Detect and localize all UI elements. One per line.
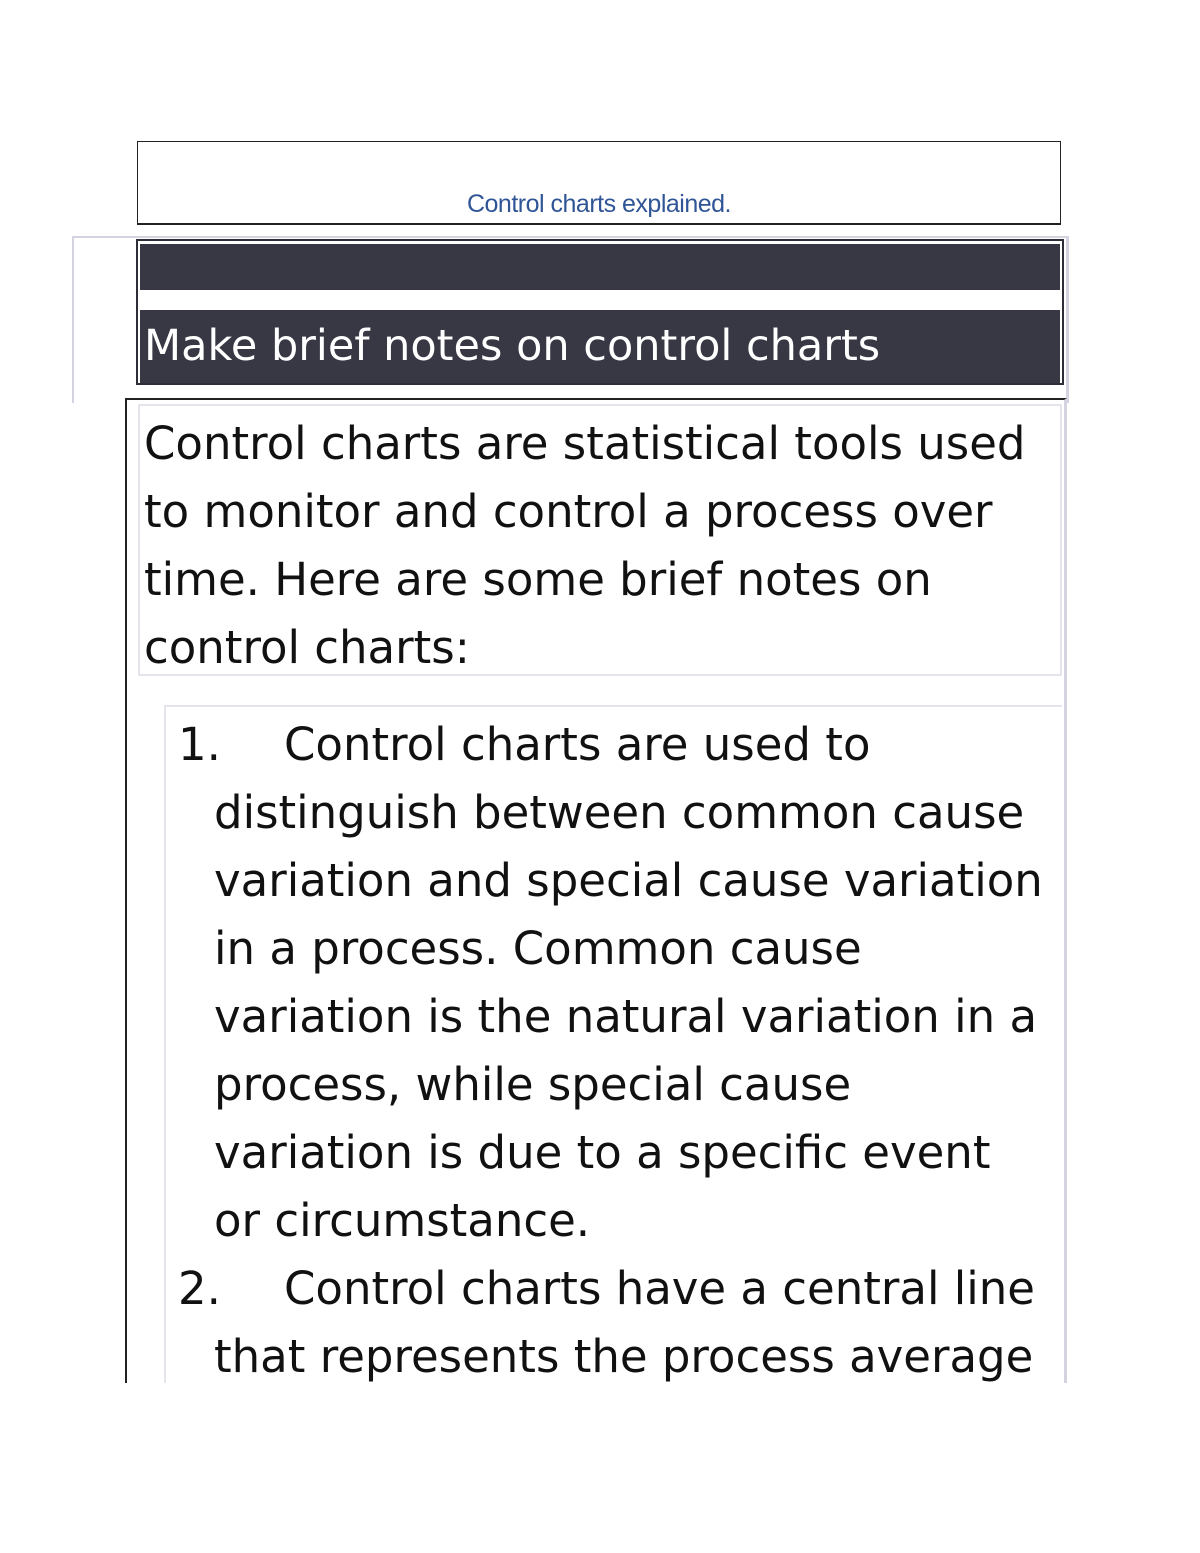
document-title: Control charts explained. — [466, 190, 732, 218]
list-item-text: Control charts are used to distinguish between common cause variation and special cause variation in a process. Common cause variation is the natural variation in a process, while special cause variation is due to a specific event or circumstance. — [214, 718, 1043, 1247]
prompt-section — [136, 239, 1064, 385]
list-item — [166, 711, 1046, 1255]
prompt-header-bar — [140, 244, 1060, 290]
document-title-box — [137, 141, 1061, 225]
list-item — [166, 1255, 1046, 1383]
answer-intro: Control charts are statistical tools used to monitor and control a process over time. Here are some brief notes on control charts: — [144, 417, 1026, 674]
notes-list — [164, 705, 1062, 1383]
answer-intro-box — [138, 404, 1062, 676]
list-item-number: 2. — [178, 1262, 221, 1315]
list-item-text: Control charts have a central line that represents the process average — [214, 1262, 1035, 1383]
list-item-number: 1. — [178, 718, 221, 771]
prompt-bar — [140, 310, 1060, 383]
prompt-text: Make brief notes on control charts — [144, 321, 881, 371]
